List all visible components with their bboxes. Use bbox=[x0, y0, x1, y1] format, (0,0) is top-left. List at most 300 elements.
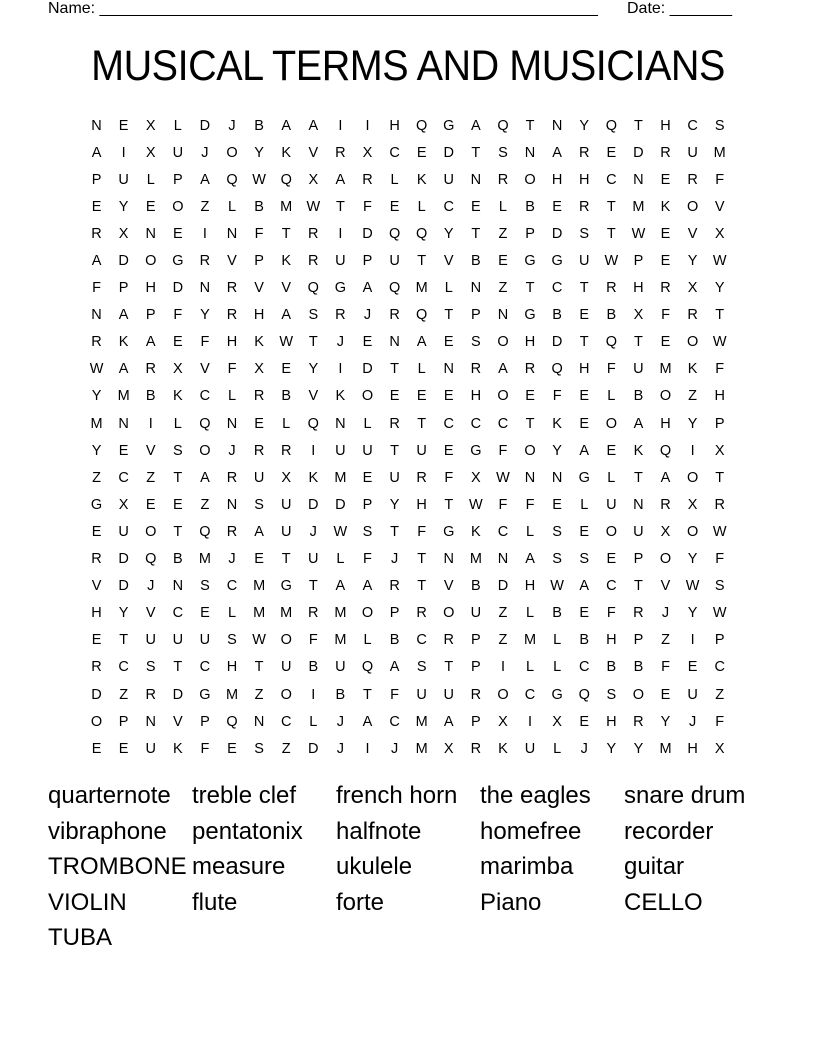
grid-letter: A bbox=[308, 117, 319, 134]
grid-letter: I bbox=[500, 659, 505, 676]
grid-letter: G bbox=[334, 280, 347, 297]
grid-letter: I bbox=[338, 361, 343, 378]
grid-letter: F bbox=[363, 551, 372, 568]
grid-letter: T bbox=[606, 225, 616, 242]
grid-letter: C bbox=[172, 605, 184, 622]
grid-letter: O bbox=[686, 198, 699, 215]
grid-letter: F bbox=[498, 442, 508, 459]
grid-letter: A bbox=[525, 551, 535, 568]
grid-letter: X bbox=[660, 523, 671, 540]
grid-letter: V bbox=[145, 605, 156, 622]
grid-letter: G bbox=[578, 469, 590, 486]
grid-letter: F bbox=[390, 686, 399, 703]
grid-letter: K bbox=[498, 740, 508, 757]
grid-letter: K bbox=[633, 442, 644, 459]
word-list-item: flute bbox=[192, 888, 238, 916]
grid-letter: E bbox=[91, 632, 102, 649]
grid-letter: E bbox=[227, 740, 237, 757]
grid-letter: J bbox=[688, 713, 697, 730]
word-list bbox=[48, 780, 768, 958]
grid-letter: I bbox=[365, 740, 370, 757]
grid-letter: D bbox=[308, 496, 319, 513]
grid-letter: A bbox=[200, 171, 210, 188]
grid-letter: U bbox=[335, 659, 346, 676]
grid-letter: H bbox=[578, 361, 590, 378]
grid-letter: L bbox=[444, 280, 453, 297]
grid-letter: P bbox=[254, 253, 264, 270]
grid-letter: Y bbox=[91, 442, 102, 459]
grid-letter: R bbox=[91, 551, 102, 568]
grid-letter: U bbox=[416, 442, 427, 459]
grid-letter: N bbox=[199, 280, 211, 297]
grid-letter: W bbox=[604, 253, 619, 270]
grid-letter: D bbox=[443, 144, 454, 161]
grid-letter: N bbox=[172, 578, 184, 595]
grid-letter: D bbox=[118, 578, 129, 595]
grid-letter: A bbox=[254, 523, 264, 540]
grid-letter: Z bbox=[498, 280, 508, 297]
grid-letter: O bbox=[632, 686, 645, 703]
grid-letter: F bbox=[715, 551, 725, 568]
grid-letter: E bbox=[579, 523, 590, 540]
grid-letter: A bbox=[552, 144, 562, 161]
word-list-item: CELLO bbox=[624, 888, 703, 916]
grid-letter: T bbox=[525, 280, 535, 297]
grid-letter: D bbox=[551, 334, 563, 351]
grid-letter: T bbox=[715, 469, 725, 486]
grid-letter: R bbox=[578, 144, 590, 161]
grid-letter: D bbox=[362, 361, 373, 378]
grid-letter: R bbox=[335, 144, 346, 161]
grid-letter: B bbox=[525, 198, 535, 215]
grid-letter: M bbox=[659, 361, 672, 378]
grid-letter: U bbox=[389, 253, 400, 270]
grid-letter: N bbox=[335, 415, 346, 432]
grid-letter: R bbox=[335, 307, 346, 324]
grid-letter: E bbox=[443, 388, 454, 405]
grid-letter: E bbox=[606, 442, 617, 459]
grid-letter: S bbox=[362, 523, 373, 540]
grid-letter: E bbox=[606, 551, 617, 568]
grid-letter: M bbox=[198, 551, 211, 568]
grid-letter: P bbox=[200, 713, 210, 730]
grid-letter: W bbox=[712, 253, 727, 270]
grid-letter: Q bbox=[199, 415, 211, 432]
grid-letter: F bbox=[606, 605, 616, 622]
grid-letter: E bbox=[389, 388, 400, 405]
grid-letter: P bbox=[362, 253, 373, 270]
grid-letter: X bbox=[308, 171, 319, 188]
grid-letter: O bbox=[361, 388, 374, 405]
grid-letter: U bbox=[416, 686, 427, 703]
grid-letter: N bbox=[253, 713, 265, 730]
grid-letter: Z bbox=[200, 198, 210, 215]
grid-letter: E bbox=[579, 713, 590, 730]
grid-letter: U bbox=[443, 686, 454, 703]
grid-letter: R bbox=[714, 496, 725, 513]
grid-letter: P bbox=[633, 551, 644, 568]
grid-letter: P bbox=[471, 659, 481, 676]
grid-letter: W bbox=[279, 334, 294, 351]
grid-letter: H bbox=[145, 280, 156, 297]
grid-letter: N bbox=[443, 551, 454, 568]
grid-letter: Q bbox=[307, 415, 319, 432]
grid-letter: T bbox=[417, 415, 427, 432]
grid-letter: N bbox=[443, 361, 454, 378]
grid-letter: H bbox=[551, 171, 563, 188]
grid-letter: L bbox=[227, 388, 237, 405]
grid-letter: T bbox=[173, 523, 183, 540]
grid-letter: R bbox=[91, 659, 102, 676]
grid-letter: R bbox=[578, 198, 590, 215]
grid-letter: O bbox=[361, 605, 374, 622]
grid-letter: X bbox=[498, 713, 508, 730]
word-list-item: french horn bbox=[336, 782, 458, 809]
grid-letter: X bbox=[714, 740, 725, 757]
grid-letter: U bbox=[280, 523, 292, 540]
grid-letter: M bbox=[280, 605, 293, 622]
grid-letter: P bbox=[633, 253, 644, 270]
grid-letter: L bbox=[309, 713, 318, 730]
grid-letter: T bbox=[390, 442, 399, 459]
grid-letter: U bbox=[253, 469, 265, 486]
grid-letter: O bbox=[226, 144, 238, 161]
grid-letter: C bbox=[389, 713, 400, 730]
grid-letter: C bbox=[470, 415, 482, 432]
grid-letter: E bbox=[471, 198, 481, 215]
grid-letter: N bbox=[226, 225, 238, 242]
grid-letter: A bbox=[118, 361, 129, 378]
grid-letter: K bbox=[660, 198, 671, 215]
grid-letter: U bbox=[308, 551, 319, 568]
grid-letter: R bbox=[470, 361, 482, 378]
grid-letter: F bbox=[715, 713, 725, 730]
grid-letter: E bbox=[145, 496, 156, 513]
grid-letter: A bbox=[416, 334, 427, 351]
grid-letter: M bbox=[117, 388, 130, 405]
grid-letter: O bbox=[686, 469, 699, 486]
grid-letter: Q bbox=[605, 334, 617, 351]
grid-letter: T bbox=[579, 280, 589, 297]
grid-letter: L bbox=[607, 388, 616, 405]
grid-letter: R bbox=[687, 171, 698, 188]
grid-letter: E bbox=[118, 740, 129, 757]
grid-letter: H bbox=[389, 117, 400, 134]
grid-letter: H bbox=[687, 740, 698, 757]
grid-letter: R bbox=[389, 578, 400, 595]
grid-letter: A bbox=[281, 307, 292, 324]
grid-letter: S bbox=[552, 523, 562, 540]
grid-letter: T bbox=[633, 334, 643, 351]
grid-letter: U bbox=[362, 442, 373, 459]
grid-letter: J bbox=[390, 551, 399, 568]
grid-letter: H bbox=[633, 280, 644, 297]
grid-letter: B bbox=[579, 632, 590, 649]
grid-letter: J bbox=[336, 713, 345, 730]
grid-letter: Z bbox=[498, 605, 508, 622]
grid-letter: C bbox=[443, 198, 454, 215]
grid-letter: E bbox=[606, 144, 617, 161]
grid-letter: T bbox=[715, 307, 725, 324]
grid-letter: D bbox=[551, 225, 563, 242]
grid-letter: P bbox=[91, 171, 102, 188]
grid-letter: L bbox=[553, 659, 562, 676]
grid-letter: Y bbox=[687, 551, 698, 568]
grid-letter: U bbox=[606, 496, 617, 513]
grid-letter: N bbox=[551, 469, 563, 486]
grid-letter: U bbox=[470, 605, 482, 622]
grid-letter: Y bbox=[687, 415, 698, 432]
grid-letter: M bbox=[524, 632, 537, 649]
grid-letter: O bbox=[280, 632, 292, 649]
grid-letter: L bbox=[227, 198, 237, 215]
word-list-item: quarternote bbox=[48, 782, 171, 809]
grid-letter: X bbox=[172, 361, 183, 378]
grid-letter: E bbox=[579, 415, 590, 432]
grid-letter: L bbox=[146, 171, 155, 188]
grid-letter: R bbox=[226, 307, 238, 324]
grid-letter: R bbox=[443, 632, 454, 649]
grid-letter: P bbox=[172, 171, 183, 188]
grid-letter: B bbox=[254, 117, 264, 134]
grid-letter: S bbox=[254, 496, 264, 513]
grid-letter: A bbox=[118, 307, 129, 324]
grid-letter: L bbox=[363, 632, 372, 649]
grid-letter: T bbox=[281, 551, 291, 568]
grid-letter: J bbox=[228, 117, 236, 134]
grid-letter: D bbox=[172, 686, 184, 703]
grid-letter: F bbox=[525, 496, 535, 513]
grid-letter: G bbox=[90, 496, 103, 513]
grid-letter: R bbox=[253, 442, 265, 459]
grid-letter: E bbox=[91, 523, 102, 540]
grid-letter: R bbox=[280, 442, 292, 459]
word-list-item: guitar bbox=[624, 853, 685, 880]
grid-letter: C bbox=[443, 415, 454, 432]
grid-letter: Y bbox=[687, 605, 698, 622]
grid-letter: F bbox=[552, 388, 562, 405]
grid-letter: O bbox=[686, 334, 699, 351]
grid-letter: Y bbox=[308, 361, 319, 378]
grid-letter: J bbox=[147, 578, 155, 595]
grid-letter: V bbox=[145, 442, 156, 459]
grid-letter: S bbox=[714, 578, 725, 595]
grid-letter: E bbox=[91, 740, 102, 757]
grid-letter: W bbox=[252, 632, 266, 649]
grid-letter: N bbox=[633, 496, 644, 513]
grid-letter: A bbox=[281, 117, 292, 134]
grid-letter: S bbox=[579, 225, 590, 242]
grid-letter: V bbox=[660, 578, 671, 595]
grid-letter: G bbox=[280, 578, 292, 595]
word-list-item: TROMBONE bbox=[48, 853, 187, 880]
grid-letter: U bbox=[443, 171, 454, 188]
grid-letter: X bbox=[687, 280, 698, 297]
grid-letter: E bbox=[579, 388, 590, 405]
grid-letter: W bbox=[252, 171, 266, 188]
grid-letter: L bbox=[173, 415, 182, 432]
grid-letter: U bbox=[145, 632, 156, 649]
grid-letter: O bbox=[145, 523, 157, 540]
grid-letter: N bbox=[145, 713, 156, 730]
word-list-item: homefree bbox=[480, 817, 582, 845]
grid-letter: E bbox=[660, 334, 671, 351]
grid-letter: W bbox=[306, 198, 321, 215]
grid-letter: W bbox=[333, 523, 348, 540]
grid-letter: E bbox=[416, 388, 427, 405]
grid-letter: U bbox=[280, 659, 292, 676]
grid-letter: M bbox=[415, 713, 428, 730]
grid-letter: O bbox=[199, 442, 211, 459]
grid-letter: U bbox=[145, 740, 156, 757]
grid-letter: N bbox=[524, 469, 536, 486]
grid-letter: T bbox=[606, 198, 616, 215]
grid-letter: O bbox=[659, 388, 672, 405]
grid-letter: X bbox=[254, 361, 264, 378]
grid-letter: F bbox=[715, 171, 725, 188]
grid-letter: U bbox=[633, 361, 644, 378]
grid-letter: H bbox=[416, 496, 427, 513]
grid-letter: D bbox=[91, 686, 102, 703]
grid-letter: E bbox=[362, 334, 373, 351]
grid-letter: L bbox=[227, 605, 237, 622]
grid-letter: R bbox=[308, 225, 319, 242]
grid-letter: S bbox=[416, 659, 427, 676]
grid-letter: C bbox=[199, 388, 211, 405]
grid-letter: W bbox=[469, 496, 483, 513]
grid-letter: E bbox=[389, 198, 400, 215]
grid-letter: Q bbox=[226, 171, 238, 188]
grid-letter: U bbox=[389, 469, 400, 486]
grid-letter: E bbox=[362, 469, 373, 486]
grid-letter: U bbox=[687, 686, 698, 703]
grid-letter: N bbox=[470, 280, 482, 297]
grid-letter: L bbox=[390, 171, 399, 188]
grid-letter: T bbox=[254, 659, 264, 676]
grid-letter: T bbox=[417, 253, 427, 270]
grid-letter: Z bbox=[200, 496, 210, 513]
grid-letter: F bbox=[227, 361, 237, 378]
word-list-item: ukulele bbox=[336, 853, 413, 880]
grid-letter: O bbox=[605, 415, 617, 432]
grid-letter: H bbox=[226, 659, 238, 676]
grid-letter: R bbox=[660, 144, 671, 161]
word-list-item: pentatonix bbox=[192, 817, 303, 845]
grid-letter: B bbox=[633, 659, 644, 676]
grid-letter: S bbox=[172, 442, 183, 459]
grid-letter: C bbox=[118, 469, 129, 486]
grid-letter: R bbox=[470, 740, 482, 757]
grid-letter: L bbox=[580, 496, 589, 513]
date-field-label: Date: _______ bbox=[627, 0, 732, 17]
word-list-item: forte bbox=[336, 888, 385, 916]
grid-letter: A bbox=[660, 469, 671, 486]
grid-letter: D bbox=[497, 578, 509, 595]
grid-letter: E bbox=[172, 225, 183, 242]
grid-letter: E bbox=[91, 198, 102, 215]
grid-letter: G bbox=[443, 523, 455, 540]
grid-letter: T bbox=[444, 307, 454, 324]
grid-letter: O bbox=[605, 523, 617, 540]
grid-letter: J bbox=[336, 334, 345, 351]
grid-letter: X bbox=[443, 740, 454, 757]
page-title: MUSICAL TERMS AND MUSICIANS bbox=[91, 42, 725, 90]
grid-letter: T bbox=[390, 361, 399, 378]
grid-letter: N bbox=[118, 415, 129, 432]
grid-letter: B bbox=[335, 686, 346, 703]
grid-letter: L bbox=[173, 117, 182, 134]
grid-letter: F bbox=[417, 523, 427, 540]
grid-letter: Z bbox=[119, 686, 129, 703]
word-search-grid bbox=[83, 112, 733, 762]
grid-letter: J bbox=[336, 740, 345, 757]
grid-letter: Y bbox=[200, 307, 210, 324]
grid-letter: O bbox=[497, 334, 509, 351]
grid-letter: M bbox=[415, 740, 428, 757]
grid-letter: M bbox=[334, 469, 347, 486]
grid-letter: V bbox=[714, 198, 725, 215]
grid-letter: I bbox=[338, 117, 343, 134]
grid-letter: E bbox=[579, 605, 590, 622]
grid-letter: X bbox=[118, 496, 129, 513]
grid-letter: V bbox=[443, 253, 454, 270]
grid-letter: Q bbox=[605, 117, 617, 134]
word-list-item: the eagles bbox=[480, 782, 591, 809]
grid-letter: O bbox=[524, 171, 536, 188]
grid-letter: B bbox=[471, 253, 481, 270]
grid-letter: T bbox=[173, 659, 183, 676]
grid-letter: N bbox=[633, 171, 644, 188]
grid-letter: E bbox=[172, 334, 183, 351]
grid-letter: R bbox=[389, 415, 400, 432]
grid-letter: G bbox=[524, 253, 536, 270]
grid-letter: P bbox=[471, 713, 481, 730]
grid-letter: L bbox=[526, 605, 535, 622]
grid-letter: U bbox=[335, 442, 346, 459]
grid-letter: F bbox=[363, 198, 372, 215]
grid-letter: I bbox=[365, 117, 370, 134]
grid-letter: F bbox=[444, 469, 454, 486]
grid-letter: A bbox=[362, 280, 373, 297]
grid-letter: M bbox=[632, 198, 645, 215]
grid-letter: A bbox=[91, 253, 102, 270]
grid-letter: J bbox=[390, 740, 399, 757]
grid-letter: H bbox=[660, 117, 671, 134]
grid-letter: K bbox=[687, 361, 698, 378]
grid-letter: R bbox=[633, 605, 644, 622]
grid-letter: K bbox=[308, 469, 319, 486]
grid-letter: Y bbox=[687, 253, 698, 270]
grid-letter: E bbox=[200, 605, 210, 622]
grid-letter: F bbox=[200, 740, 210, 757]
grid-letter: A bbox=[498, 361, 508, 378]
grid-letter: U bbox=[118, 171, 129, 188]
grid-letter: Y bbox=[254, 144, 264, 161]
grid-letter: W bbox=[631, 225, 646, 242]
grid-letter: N bbox=[145, 225, 156, 242]
grid-letter: L bbox=[336, 551, 345, 568]
grid-letter: T bbox=[119, 632, 129, 649]
grid-letter: U bbox=[280, 496, 292, 513]
grid-letter: K bbox=[172, 388, 183, 405]
grid-letter: B bbox=[172, 551, 183, 568]
grid-letter: X bbox=[552, 713, 562, 730]
grid-letter: S bbox=[714, 117, 725, 134]
grid-letter: Q bbox=[226, 713, 238, 730]
grid-letter: L bbox=[607, 469, 616, 486]
grid-letter: R bbox=[470, 686, 482, 703]
grid-letter: A bbox=[579, 578, 590, 595]
